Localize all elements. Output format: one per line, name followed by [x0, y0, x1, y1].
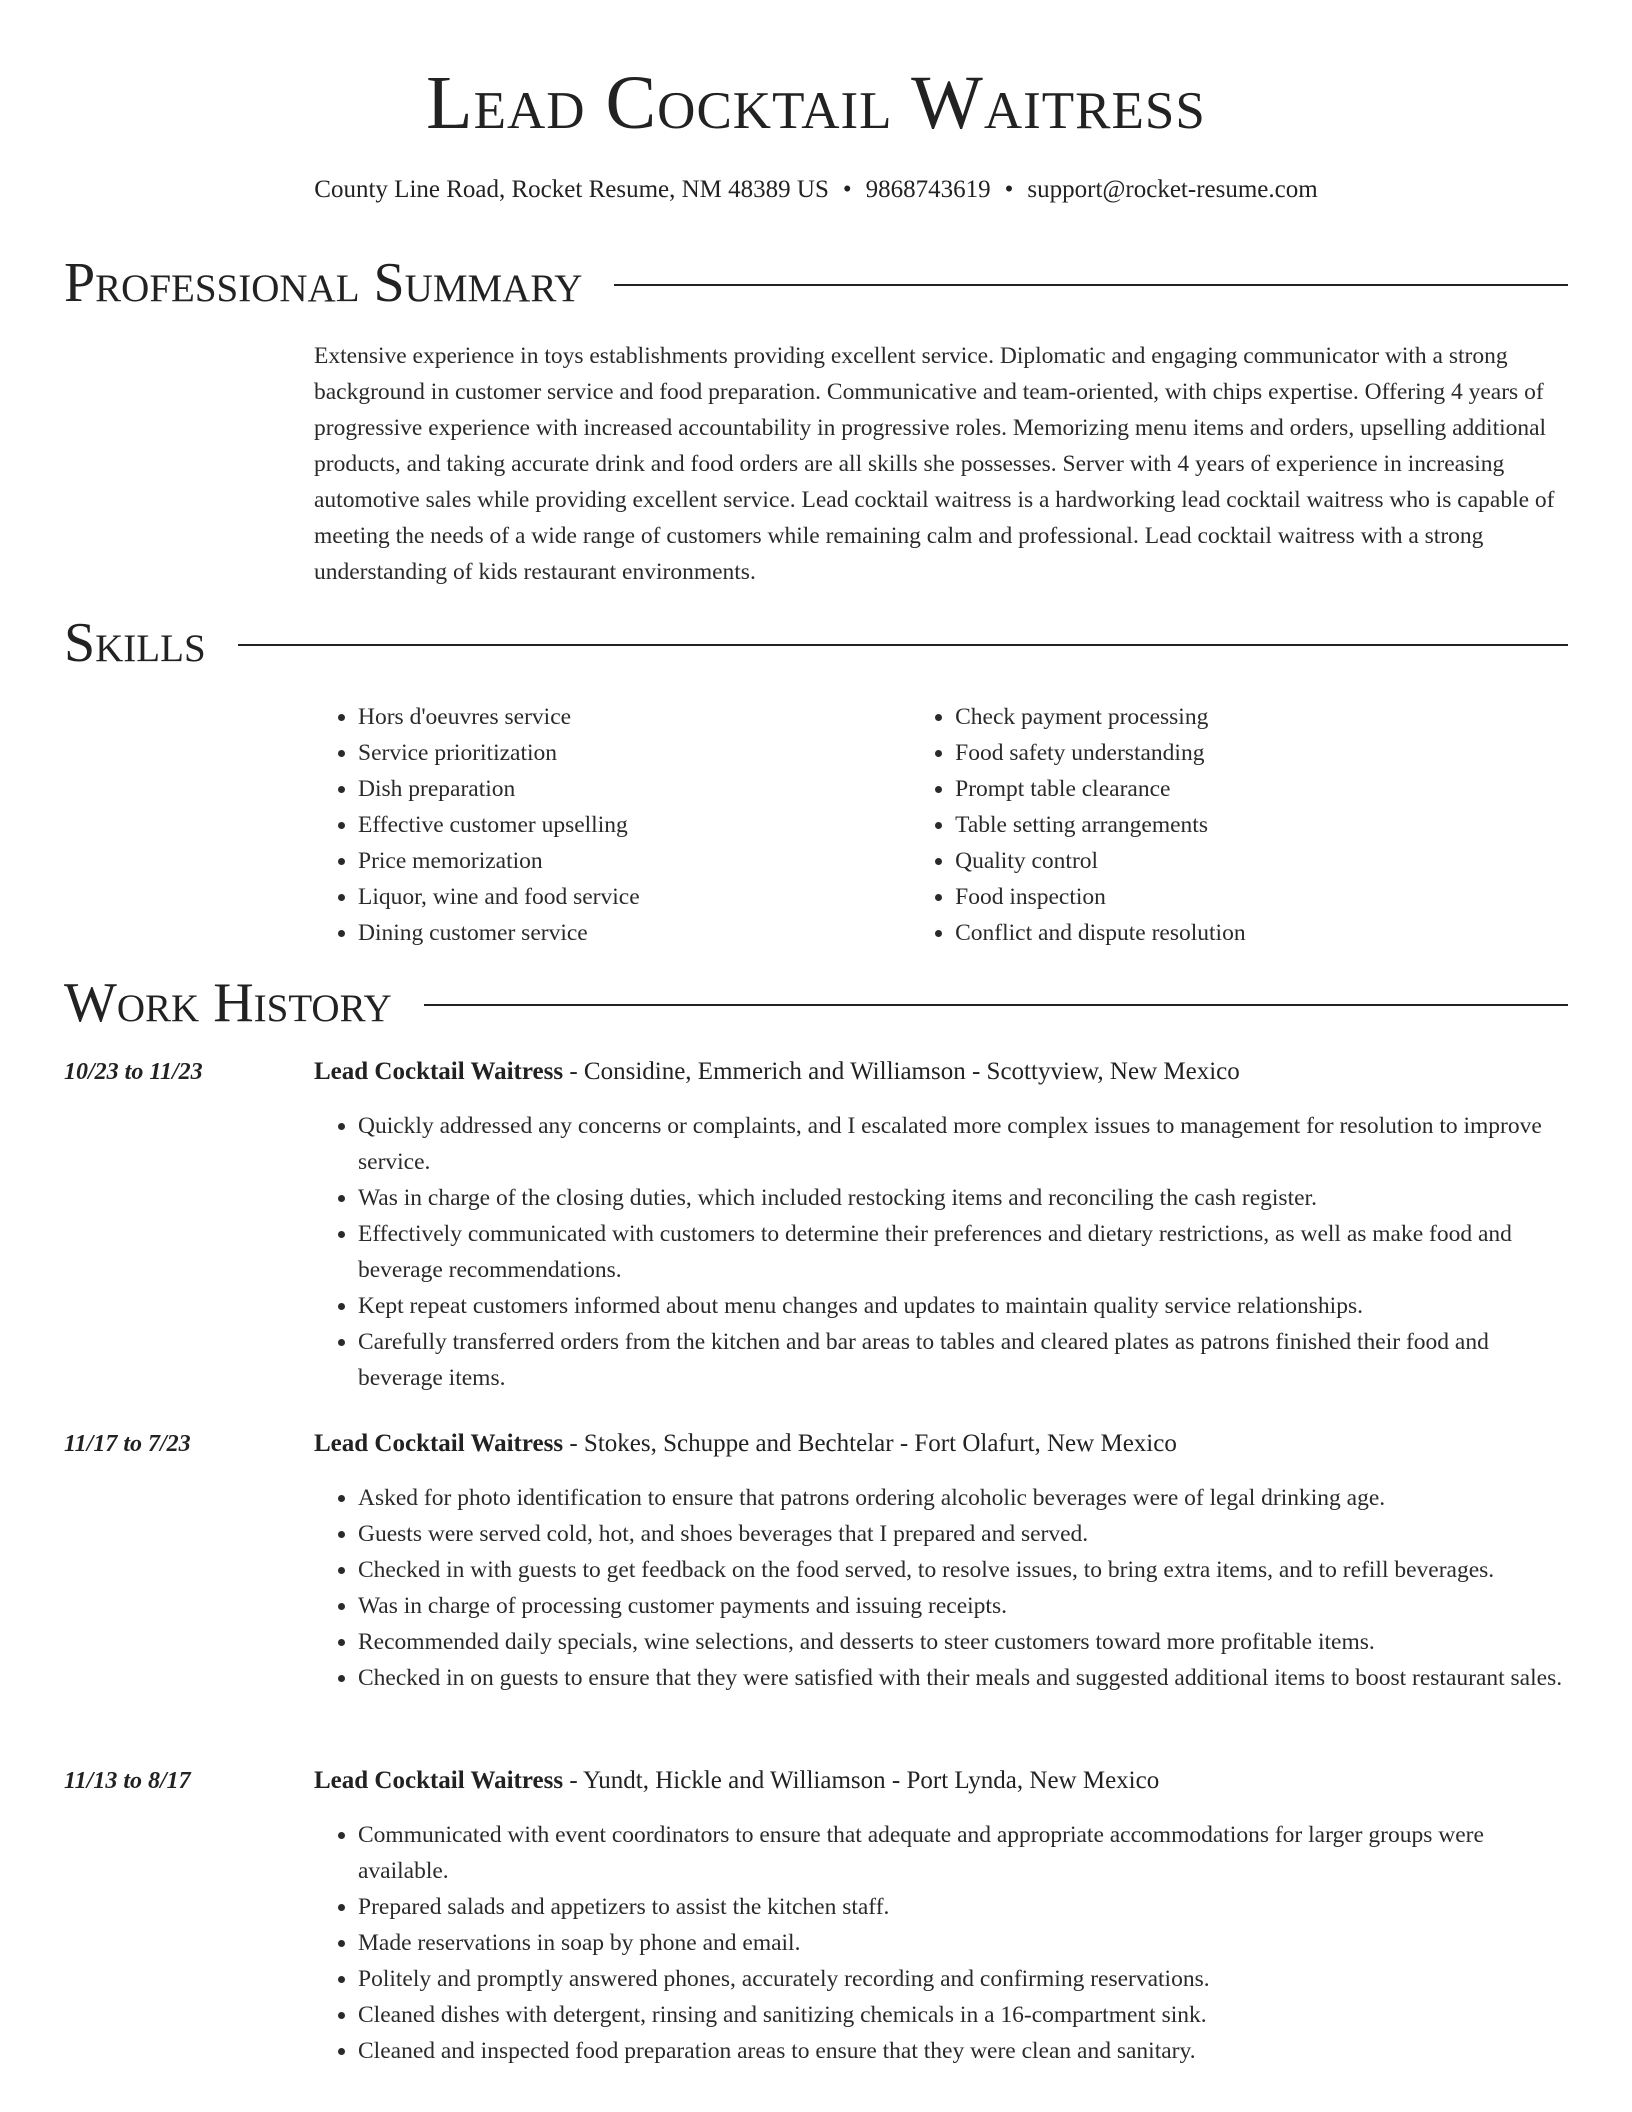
contact-separator: •	[842, 176, 852, 203]
summary-section-header	[64, 251, 1568, 315]
skill-item: • Dish preparation	[358, 771, 911, 807]
job-title: Lead Cocktail Waitress	[314, 1430, 564, 1457]
job-duty: • Cleaned dishes with detergent, rinsing and sanitizing chemicals in a 16-compartment sink.	[358, 1997, 1568, 2033]
job-duties	[314, 1817, 1568, 2069]
job-title: Lead Cocktail Waitress	[314, 1058, 564, 1085]
skill-item: • Prompt table clearance	[955, 771, 1568, 807]
skill-item: • Hors d'oeuvres service	[358, 699, 911, 735]
skill-item: • Food inspection	[955, 879, 1568, 915]
job-title-line	[314, 1763, 1568, 1799]
job-duty: • Asked for photo identification to ensure that patrons ordering alcoholic beverages were of legal drinking age.	[358, 1480, 1568, 1516]
skill-item: • Table setting arrangements	[955, 807, 1568, 843]
summary-text: Extensive experience in toys establishments providing excellent service. Diplomatic and engaging communicator with a strong background in customer service and food preparation. Communicative and team-oriented, with chips expertise. Offering 4 years of progressive experience with increased accountability in progressive roles. Memorizing menu items and orders, upselling additional products, and taking accurate drink and food orders are all skills she possesses. Server with 4 years of experience in increasing automotive sales while providing excellent service. Lead cocktail waitress is a hardworking lead cocktail waitress who is capable of meeting the needs of a wide range of customers while remaining calm and professional. Lead cocktail waitress with a strong understanding of kids restaurant environments.	[314, 343, 1555, 585]
job-title-line	[314, 1426, 1568, 1462]
job-duty: • Was in charge of processing customer payments and issuing receipts.	[358, 1588, 1568, 1624]
job-duties	[314, 1108, 1568, 1396]
job-duty: • Cleaned and inspected food preparation areas to ensure that they were clean and sanitary.	[358, 2033, 1568, 2069]
job-duty: • Checked in on guests to ensure that they were satisfied with their meals and suggested additional items to boost restaurant sales.	[358, 1660, 1568, 1696]
contact-separator: •	[1004, 176, 1014, 203]
job-duty: • Guests were served cold, hot, and shoes beverages that I prepared and served.	[358, 1516, 1568, 1552]
skill-item: • Food safety understanding	[955, 735, 1568, 771]
job-duty: • Kept repeat customers informed about menu changes and updates to maintain quality service relationships.	[358, 1288, 1568, 1324]
contact-email: support@rocket-resume.com	[1027, 176, 1318, 203]
job-dates: 11/17 to 7/23	[64, 1431, 191, 1457]
skill-item: • Liquor, wine and food service	[358, 879, 911, 915]
job-duty: • Made reservations in soap by phone and email.	[358, 1925, 1568, 1961]
candidate-name: Lead Cocktail Waitress	[426, 61, 1206, 145]
skill-item: • Dining customer service	[358, 915, 911, 951]
contact-line	[0, 173, 1632, 207]
job-duty: • Politely and promptly answered phones, accurately recording and confirming reservations.	[358, 1961, 1568, 1997]
job-title: Lead Cocktail Waitress	[314, 1767, 564, 1794]
skill-item: • Check payment processing	[955, 699, 1568, 735]
skill-item: • Price memorization	[358, 843, 911, 879]
section-divider	[614, 284, 1568, 286]
job-duty: • Communicated with event coordinators to ensure that adequate and appropriate accommodations for larger groups were available.	[358, 1817, 1568, 1889]
job-employer-location: - Yundt, Hickle and Williamson - Port Lynda, New Mexico	[563, 1767, 1160, 1794]
job-duty: • Carefully transferred orders from the kitchen and bar areas to tables and cleared plates as patrons finished their food and beverage items.	[358, 1324, 1568, 1396]
job-dates: 11/13 to 8/17	[64, 1768, 191, 1794]
skill-item: • Service prioritization	[358, 735, 911, 771]
job-duty: • Checked in with guests to get feedback on the food served, to resolve issues, to bring extra items, and to refill beverages.	[358, 1552, 1568, 1588]
work-history-heading: Work History	[64, 972, 392, 1034]
skill-item: • Conflict and dispute resolution	[955, 915, 1568, 951]
job-duty: • Was in charge of the closing duties, which included restocking items and reconciling the cash register.	[358, 1180, 1568, 1216]
skill-item: • Effective customer upselling	[358, 807, 911, 843]
section-divider	[238, 644, 1568, 646]
skills-section-header	[64, 611, 1568, 675]
job-duty: • Quickly addressed any concerns or complaints, and I escalated more complex issues to management for resolution to improve service.	[358, 1108, 1568, 1180]
skill-item: • Quality control	[955, 843, 1568, 879]
contact-phone: 9868743619	[865, 176, 991, 203]
work-history-section-header	[64, 971, 1568, 1035]
job-duties	[314, 1480, 1568, 1696]
skills-column-right	[911, 699, 1568, 951]
summary-heading: Professional Summary	[64, 252, 583, 314]
job-duty: • Prepared salads and appetizers to assist the kitchen staff.	[358, 1889, 1568, 1925]
job-duty: • Recommended daily specials, wine selections, and desserts to steer customers toward more profitable items.	[358, 1624, 1568, 1660]
contact-address: County Line Road, Rocket Resume, NM 48389 US	[314, 176, 829, 203]
skills-list	[314, 699, 1568, 951]
job-dates: 10/23 to 11/23	[64, 1059, 203, 1085]
job-employer-location: - Considine, Emmerich and Williamson - Scottyview, New Mexico	[563, 1058, 1240, 1085]
job-title-line	[314, 1054, 1568, 1090]
skills-heading: Skills	[64, 612, 206, 674]
section-divider	[424, 1004, 1568, 1006]
job-duty: • Effectively communicated with customers to determine their preferences and dietary restrictions, as well as make food and beverage recommendations.	[358, 1216, 1568, 1288]
skills-column-left	[314, 699, 911, 951]
job-employer-location: - Stokes, Schuppe and Bechtelar - Fort Olafurt, New Mexico	[563, 1430, 1177, 1457]
